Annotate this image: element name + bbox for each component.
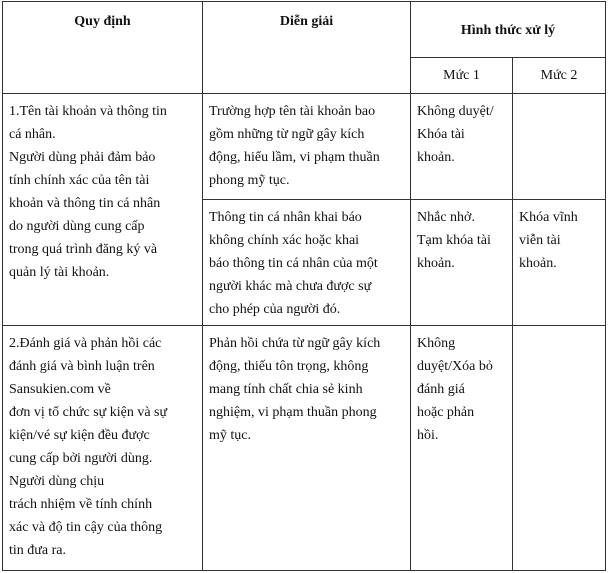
- rule-text: 2.Đánh giá và phản hồi các đánh giá và bình luận trên Sansukien.com về đơn vị tổ chức sự kiện và sự kiện/vé sự kiện đều được cung cấp bởi người dùng. Người dùng chịu trách nhiệm về tính chính xác và độ tin cậy của thông tin đưa ra.: [9, 336, 168, 558]
- level-2-cell: [513, 200, 606, 326]
- violation-handling-table: [2, 1, 606, 571]
- header-row-top: [3, 2, 606, 58]
- table-row: [3, 94, 606, 200]
- header-rule: Quy định: [3, 2, 203, 94]
- rule-text: 1.Tên tài khoản và thông tin cá nhân. Người dùng phải đảm bảo tính chính xác của tên tài khoản và thông tin cá nhân do người dùng cung cấp trong quá trình đăng ký và quản lý tài khoản.: [9, 104, 167, 280]
- explanation-text: Trường hợp tên tài khoản bao gồm những từ ngữ gây kích động, hiểu lầm, vi phạm thuần phong mỹ tục.: [209, 104, 380, 188]
- explanation-cell: [203, 200, 411, 326]
- header-level-1: Mức 1: [411, 58, 513, 94]
- table-row: [3, 326, 606, 571]
- level-1-text: Nhắc nhở. Tạm khóa tài khoản.: [417, 210, 491, 271]
- level-1-cell: [411, 326, 513, 571]
- level-2-cell: [513, 326, 606, 571]
- explanation-cell: [203, 326, 411, 571]
- explanation-text: Thông tin cá nhân khai báo không chính xác hoặc khai báo thông tin cá nhân của một người khác mà chưa được sự cho phép của người đó.: [209, 210, 378, 317]
- level-1-cell: [411, 200, 513, 326]
- explanation-cell: [203, 94, 411, 200]
- header-explanation: Diễn giải: [203, 2, 411, 94]
- level-1-cell: [411, 94, 513, 200]
- level-1-text: Không duyệt/Xóa bỏ đánh giá hoặc phản hồi.: [417, 336, 493, 443]
- header-handling: Hình thức xử lý: [411, 2, 606, 58]
- level-2-cell: [513, 94, 606, 200]
- header-level-2: Mức 2: [513, 58, 606, 94]
- explanation-text: Phản hồi chứa từ ngữ gây kích động, thiếu tôn trọng, không mang tính chất chia sẻ kinh nghiệm, vi phạm thuần phong mỹ tục.: [209, 336, 381, 443]
- rule-cell: [3, 326, 203, 571]
- rule-cell: [3, 94, 203, 326]
- level-1-text: Không duyệt/ Khóa tài khoản.: [417, 104, 494, 165]
- level-2-text: Khóa vĩnh viễn tài khoản.: [519, 210, 578, 271]
